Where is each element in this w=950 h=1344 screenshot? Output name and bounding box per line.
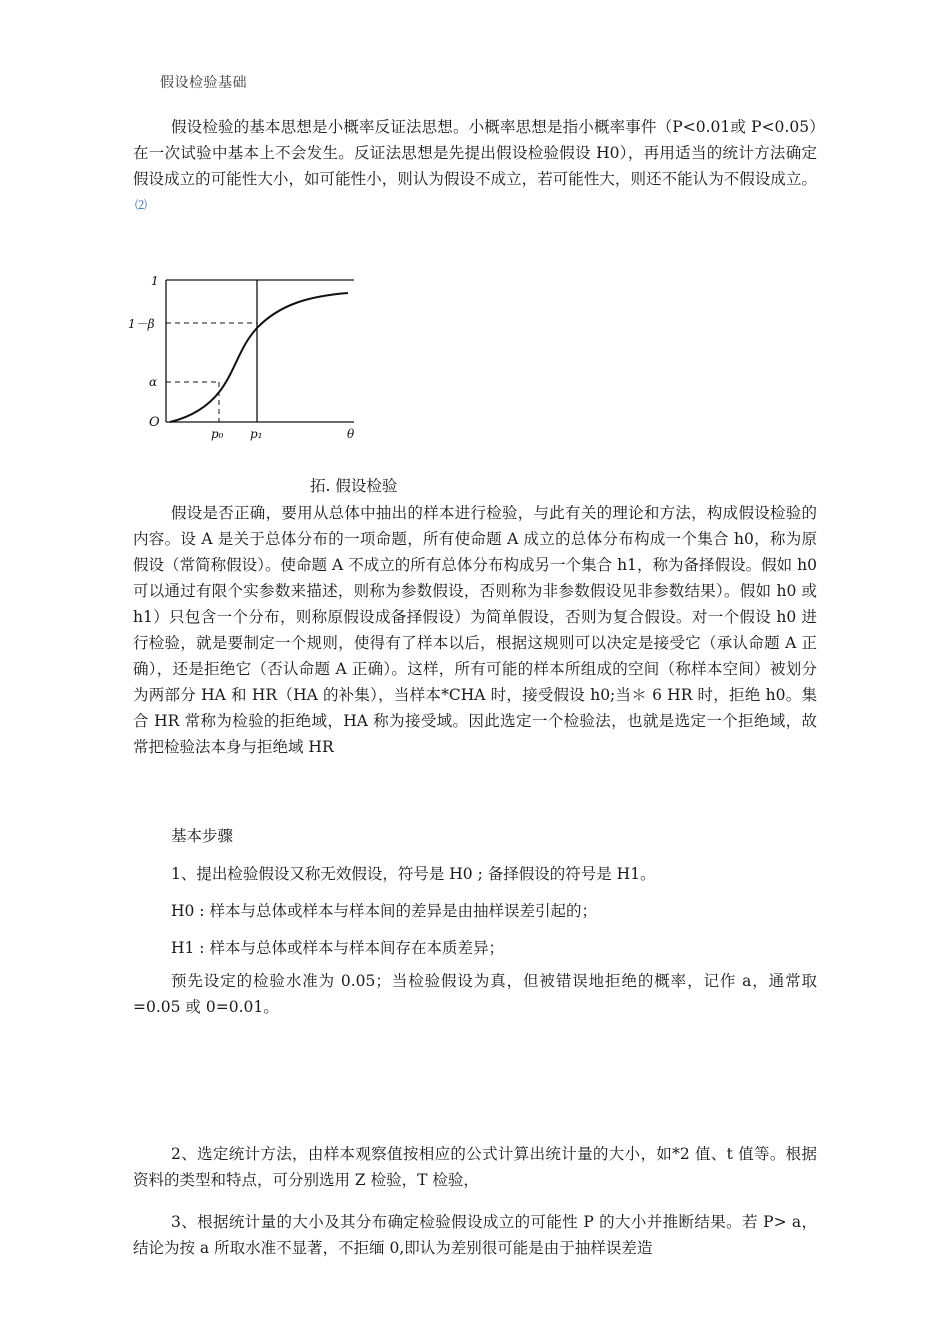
step-3: 3、根据统计量的大小及其分布确定检验假设成立的可能性 P 的大小并推断结果。若 P> a，结论为按 a 所取水准不显著，不拒缅 0,即认为差别很可能是由于抽样误差造 [133, 1213, 817, 1257]
x-label-theta: θ [347, 427, 355, 441]
x-label-p0: p₀ [211, 427, 224, 441]
y-label-origin: O [149, 415, 160, 430]
y-label-alpha: α [149, 375, 158, 389]
intro-text: 假设检验的基本思想是小概率反证法思想。小概率思想是指小概率事件（P<0.01或 P<0.05）在一次试验中基本上不会发生。反证法思想是先提出假设检验假设 H0），再用适当的统计方法确定假设成立的可能性大小，如可能性小，则认为假设不成立，若可能性大，则还不能认为不假设成立。 [133, 118, 817, 188]
y-label-1-beta: 1－β [128, 317, 155, 331]
power-curve [170, 293, 348, 422]
h0-definition: H0 : 样本与总体或样本与样本间的差异是由抽样误差引起的； [171, 902, 597, 920]
h1-definition: H1 : 样本与总体或样本与样本间存在本质差异； [171, 939, 504, 957]
step-1: 1、提出检验假设又称无效假设，符号是 H0 ; 备择假设的符号是 H1。 [171, 865, 656, 883]
definition-paragraph: 假设是否正确，要用从总体中抽出的样本进行检验，与此有关的理论和方法，构成假设检验的内容。设 A 是关于总体分布的一项命题，所有使命题 A 成立的总体分布构成一个集合 h0，称为原假设（常简称假设）。使命题 A 不成立的所有总体分布构成另一个集合 h1，称为备择假设。假如 h0 可以通过有限个实参数来描述，则称为参数假设，否则称为非参数假设见非参数结果）。假如 h0 或 h1）只包含一个分布，则称原假设成备择假设）为简单假设，否则为复合假设。对一个假设 h0 进行检验，就是要制定一个规则，使得有了样本以后，根据这规则可以决定是接受它（承认命题 A 正确），还是拒绝它（否认命题 A 正确）。这样，所有可能的样本所组成的空间（称样本空间）被划分为两部分 HA 和 HR（HA 的补集），当样本*CHA 时，接受假设 h0;当＊ 6 HR 时，拒绝 h0。集合 HR 常称为检验的拒绝域，HA 称为接受域。因此选定一个检验法，也就是选定一个拒绝域，故常把检验法本身与拒绝域 HR [133, 504, 817, 756]
steps-title: 基本步骤 [171, 827, 234, 845]
y-label-1: 1 [151, 274, 159, 288]
step-2: 2、选定统计方法，由样本观察值按相应的公式计算出统计量的大小，如*2 值、t 值等。根据资料的类型和特点，可分别选用 Z 检验，T 检验， [133, 1145, 817, 1189]
x-label-p1: p₁ [250, 427, 263, 441]
power-curve-figure [128, 266, 370, 446]
reference-link[interactable]: ⑵ [135, 198, 148, 212]
intro-paragraph [133, 114, 817, 218]
figure-caption: 拓. 假设检验 [310, 477, 398, 495]
power-curve-diagram [128, 266, 370, 446]
significance-paragraph: 预先设定的检验水准为 0.05；当检验假设为真，但被错误地拒绝的概率，记作 a，通常取=0.05 或 0=0.01。 [133, 972, 817, 1016]
document-heading: 假设检验基础 [160, 75, 247, 91]
